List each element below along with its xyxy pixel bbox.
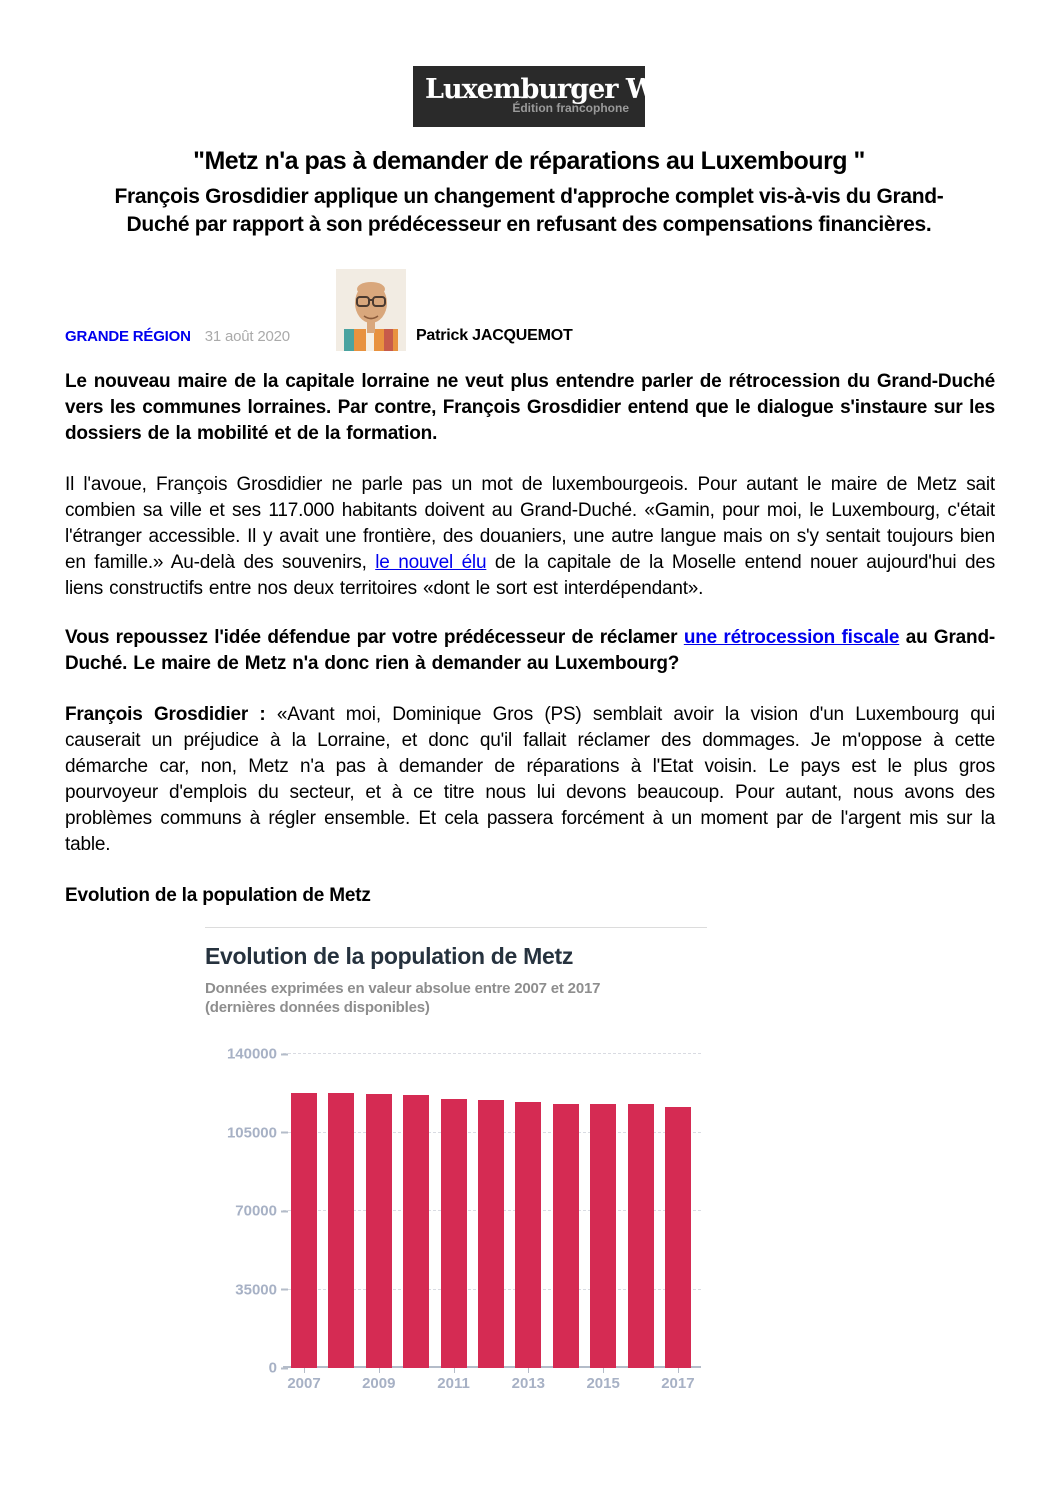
- author-name: Patrick JACQUEMOT: [415, 327, 573, 344]
- bar-2015: [590, 1104, 616, 1368]
- newspaper-logo: [413, 66, 695, 127]
- paragraph-text: de la capitale de la Moselle entend nouer aujourd'hui des liens constructifs entre nos deux territoires «dont le sort est interdépendant».: [65, 552, 995, 599]
- lead-paragraph: Le nouveau maire de la capitale lorraine ne veut plus entendre parler de rétrocession du Grand-Duché vers les communes lorraines. Par contre, François Grosdidier entend que le dialogue s'instaure sur les dossiers de la mobilité et de la formation.: [65, 371, 995, 444]
- population-chart-card: [205, 927, 707, 1392]
- bar-2016: [628, 1104, 654, 1368]
- bar-2014: [553, 1104, 579, 1368]
- chart-x-axis: [287, 1368, 695, 1392]
- article-date: 31 août 2020: [204, 328, 290, 345]
- x-tick-label: 2007: [287, 1375, 321, 1392]
- y-tick-label: 70000: [235, 1204, 291, 1219]
- x-tick-label: 2017: [661, 1375, 695, 1392]
- y-tick-label: 105000: [227, 1125, 291, 1140]
- x-tick-label: 2011: [437, 1375, 470, 1392]
- bar-2007: [291, 1093, 317, 1369]
- answer-paragraph: [65, 702, 995, 858]
- x-tick-mark: [379, 1368, 380, 1373]
- x-tick-mark: [528, 1368, 529, 1373]
- x-slot-2017: [661, 1368, 695, 1392]
- bar-2013: [515, 1102, 541, 1368]
- x-slot-2016: [628, 1368, 654, 1392]
- y-tick-label: 0: [269, 1361, 291, 1376]
- fiscal-retrocession-link[interactable]: une rétrocession fiscale: [683, 627, 900, 648]
- article-body: [65, 369, 995, 907]
- x-tick-label: 2013: [511, 1375, 546, 1392]
- x-tick-mark: [454, 1368, 455, 1373]
- x-tick-mark: [304, 1368, 305, 1373]
- x-slot-2007: [287, 1368, 321, 1392]
- bar-2010: [403, 1095, 429, 1368]
- x-tick-label: 2009: [362, 1375, 396, 1392]
- x-slot-2008: [328, 1368, 354, 1392]
- category-link[interactable]: GRANDE RÉGION: [65, 328, 191, 345]
- bar-series: [291, 1054, 691, 1368]
- x-slot-2012: [478, 1368, 504, 1392]
- bar-2012: [478, 1100, 504, 1368]
- article-title: "Metz n'a pas à demander de réparations au Luxembourg ": [193, 147, 865, 175]
- new-mayor-link[interactable]: le nouvel élu: [375, 552, 487, 573]
- x-slot-2010: [403, 1368, 429, 1392]
- question-text: Vous repoussez l'idée défendue par votre prédécesseur de réclamer: [65, 627, 684, 648]
- section-heading: Evolution de la population de Metz: [65, 885, 371, 906]
- bar-2017: [665, 1107, 691, 1368]
- x-tick-label: 2015: [586, 1375, 620, 1392]
- bar-2011: [441, 1099, 467, 1368]
- x-tick-mark: [678, 1368, 679, 1373]
- byline: [65, 269, 995, 351]
- paragraph-text: Il l'avoue, François Grosdidier ne parle pas un mot de luxembourgeois. Pour autant le maire de Metz sait combien sa ville et ses 117.000 habitants doivent au Grand-Duché. «Gamin, pour moi, le Luxembourg, c'était l'étranger accessible. Il y avait une frontière, des douaniers, une autre langue mais on s'y sentait toujours bien en famille.» Au-delà des souvenirs,: [65, 474, 995, 573]
- chart-subtitle-line2: (dernières données disponibles): [205, 999, 430, 1016]
- x-slot-2013: [511, 1368, 546, 1392]
- chart-title: Evolution de la population de Metz: [205, 943, 574, 969]
- speaker-name: François Grosdidier :: [65, 704, 266, 725]
- answer-text: «Avant moi, Dominique Gros (PS) semblait avoir la vision d'un Luxembourg qui causerait un préjudice à la Lorraine, et donc qu'il fallait réclamer des dommages. Je m'oppose à cette démarche car, non, Metz n'a pas à demander de réparations à l'Etat voisin. Le pays est le plus gros pourvoyeur d'emplois du secteur, et à ce titre nous lui devons beaucoup. Pour autant, nous avons des problèmes communs à régler ensemble. Et cela passera forcément à un moment par de l'argent mis sur la table.: [65, 704, 996, 855]
- paragraph-interview-intro: [65, 472, 995, 602]
- x-slot-2009: [362, 1368, 396, 1392]
- x-tick-mark: [603, 1368, 604, 1373]
- chart-plot: [226, 1045, 691, 1377]
- question-paragraph: [65, 625, 995, 677]
- chart-subtitle-line1: Données exprimées en valeur absolue entre 2007 et 2017: [205, 980, 601, 997]
- chart-subtitle: [205, 979, 707, 1017]
- x-slot-2011: [437, 1368, 470, 1392]
- author-avatar: [336, 269, 406, 351]
- bar-2008: [328, 1093, 354, 1368]
- bar-2009: [366, 1094, 392, 1368]
- question-text: au Grand-Duché. Le maire de Metz n'a donc rien à demander au Luxembourg?: [65, 627, 995, 674]
- brand-name: Luxemburger Wort: [425, 74, 695, 105]
- x-slot-2014: [553, 1368, 579, 1392]
- y-tick-label: 35000: [235, 1282, 291, 1297]
- article-subtitle: François Grosdidier applique un changement d'approche complet vis-à-vis du Grand-Duché par rapport à son prédécesseur en refusant des compensations financières.: [114, 185, 944, 236]
- y-tick-label: 140000: [227, 1047, 291, 1062]
- edition-label: Édition francophone: [512, 101, 629, 115]
- masthead: [0, 0, 1058, 127]
- x-slot-2015: [586, 1368, 620, 1392]
